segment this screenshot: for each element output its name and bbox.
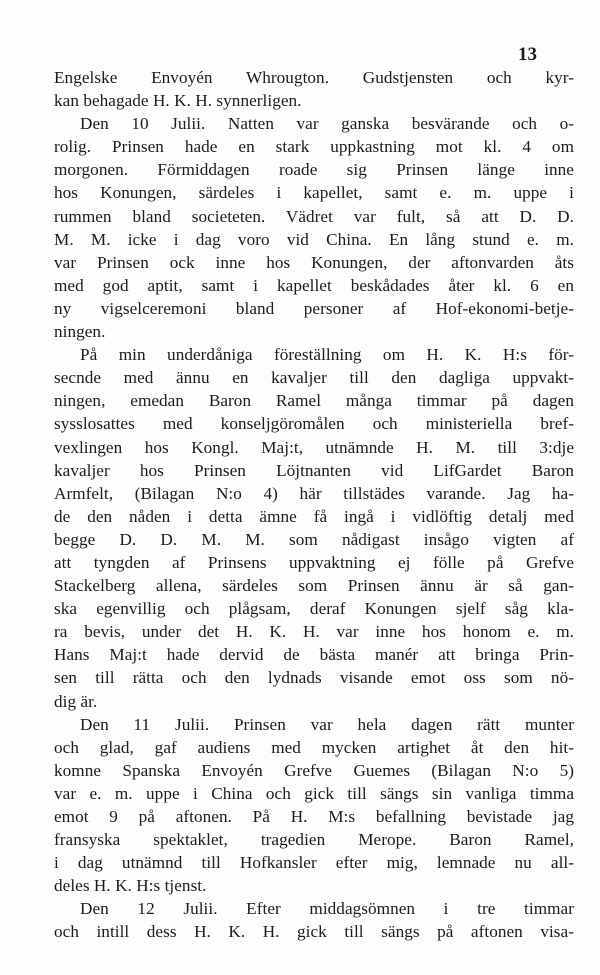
text-line: Hans Maj:t hade dervid de bästa manér att bringa Prin- [54,645,574,665]
text-line: deles H. K. H:s tjenst. [54,876,207,896]
text-line: secnde med ännu en kavaljer till den dagliga uppvakt- [54,368,574,388]
text-line: ska egenvillig och plågsam, deraf Konungen sjelf såg kla- [54,599,574,619]
text-line: ningen, emedan Baron Ramel många timmar på dagen [54,391,574,411]
text-line: komne Spanska Envoyén Grefve Guemes (Bilagan N:o 5) [54,760,574,780]
text-line: sysslosattes med konseljgöromålen och ministeriella bref- [54,414,574,434]
text-line: rummen bland societeten. Vädret var fult, så att D. D. [54,206,574,226]
text-line: fransyska spektaklet, tragedien Merope. Baron Ramel, [54,830,574,850]
text-line: Den 12 Julii. Efter middagsömnen i tre timmar [80,899,574,919]
text-line: sen till rätta och den lydnads visande emot oss som nö- [54,668,574,688]
text-line: dig är. [54,691,98,711]
text-line: var e. m. uppe i China och gick till sängs sin vanliga timma [54,783,574,803]
text-line: Stackelberg allena, särdeles som Prinsen ännu är så gan- [54,576,574,596]
text-line: begge D. D. M. M. som nådigast insågo vigten af [54,529,574,549]
text-line: att tyngden af Prinsens uppvaktning ej fölle på Grefve [54,552,574,572]
text-line: rolig. Prinsen hade en stark uppkastning mot kl. 4 om [54,137,574,157]
text-line: kavaljer hos Prinsen Löjtnanten vid LifGardet Baron [54,460,574,480]
text-line: kan behagade H. K. H. synnerligen. [54,91,302,111]
page-number: 13 [518,44,537,65]
text-line: hos Konungen, särdeles i kapellet, samt e. m. uppe i [54,183,574,203]
body-text [54,66,574,944]
text-line: vexlingen hos Kongl. Maj:t, utnämnde H. M. till 3:dje [54,437,574,457]
text-line: med god aptit, samt i kapellet beskådades åter kl. 6 en [54,275,574,295]
text-line: Engelske Envoyén Whrougton. Gudstjensten och kyr- [54,68,574,87]
text-line: de den nåden i detta ämne få ingå i vidlöftig detalj med [54,506,574,526]
text-line: i dag utnämnd till Hofkansler efter mig, lemnade nu all- [54,853,574,873]
text-line: var Prinsen ock inne hos Konungen, der aftonvarden åts [54,252,574,272]
text-line: ra bevis, under det H. K. H. var inne hos honom e. m. [54,622,574,642]
text-line: Den 10 Julii. Natten var ganska besvärande och o- [80,114,574,134]
text-line: och intill dess H. K. H. gick till sängs på aftonen visa- [54,922,574,942]
text-line: På min underdåniga föreställning om H. K. H:s för- [80,345,574,365]
text-line: Den 11 Julii. Prinsen var hela dagen rätt munter [80,714,574,734]
text-line: M. M. icke i dag voro vid China. En lång stund e. m. [54,229,574,249]
text-line: Armfelt, (Bilagan N:o 4) här tillstädes varande. Jag ha- [54,483,574,503]
text-line: morgonen. Förmiddagen roade sig Prinsen länge inne [54,160,574,180]
text-line: ningen. [54,322,106,342]
text-line: och glad, gaf audiens med mycken artighet åt den hit- [54,737,574,757]
text-line: emot 9 på aftonen. På H. M:s befallning bevistade jag [54,807,574,826]
text-line: ny vigselceremoni bland personer af Hof-ekonomi-betje- [54,298,574,318]
